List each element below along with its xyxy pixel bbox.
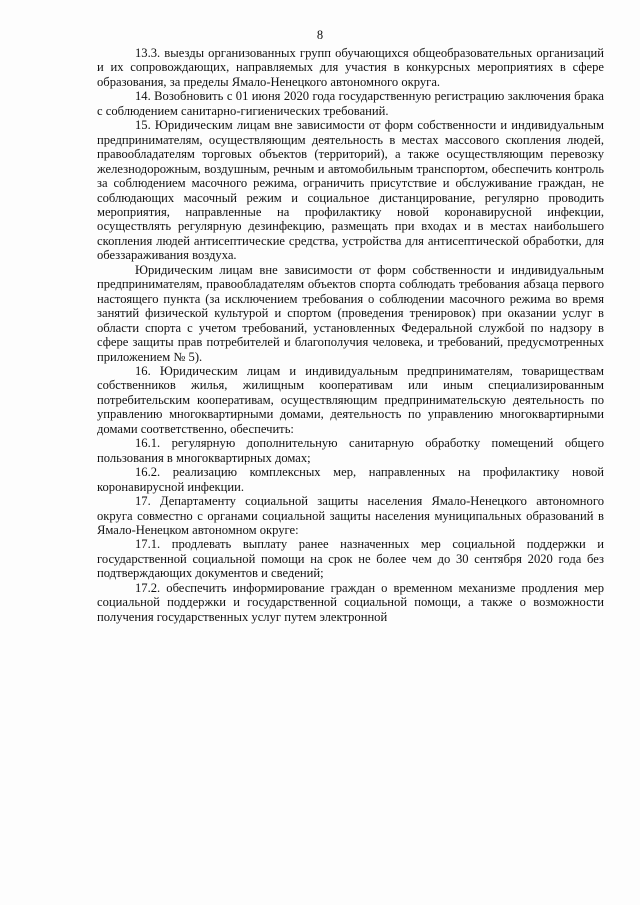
page-number: 8: [316, 28, 324, 42]
paragraph-17-2: 17.2. обеспечить информирование граждан о временном механизме продления мер социальной поддержки и государственной социальной помощи, а также о возможности получения государственных услуг путем электронной: [97, 580, 604, 624]
paragraph-15: 15. Юридическим лицам вне зависимости от форм собственности и индивидуальным предпринимателям, осуществляющим деятельность в местах массового скопления людей, правообладателям торговых объектов (территорий), а также осуществляющим перевозку железнодорожным, воздушным, речным и автомобильным транспортом, обеспечить контроль за соблюдением масочного режима, ограничить присутствие и обслуживание граждан, не соблюдающих масочный режим и социальное дистанцирование, регулярно проводить мероприятия, направленные на профилактику новой коронавирусной инфекции, осуществлять регулярную дезинфекцию, размещать при входах и в местах наибольшего скопления людей антисептические средства, устройства для антисептической обработки, для обеззараживания воздуха.: [97, 118, 604, 263]
paragraph-17-1: 17.1. продлевать выплату ранее назначенных мер социальной поддержки и государственной социальной помощи на срок не более чем до 30 сентября 2020 года без подтверждающих документов и сведений;: [97, 537, 604, 581]
paragraph-16-2: 16.2. реализацию комплексных мер, направленных на профилактику новой коронавирусной инфекции.: [97, 465, 604, 494]
paragraph-17: 17. Департаменту социальной защиты населения Ямало-Ненецкого автономного округа совместно с органами социальной защиты населения муниципальных образований в Ямало-Ненецком автономном округе:: [97, 494, 604, 537]
paragraph-13-3: 13.3. выезды организованных групп обучающихся общеобразовательных организаций и их сопровождающих, направляемых для участия в конкурсных мероприятиях в сфере образования, за пределы Ямало-Ненецкого автономного округа.: [97, 46, 604, 89]
paragraph-16: 16. Юридическим лицам и индивидуальным предпринимателям, товариществам собственников жилья, жилищным кооперативам или иным специализированным потребительским кооперативам, осуществляющим предпринимательскую деятельность по управлению многоквартирными домами, деятельность по управлению многоквартирными домами соответственно, обеспечить:: [97, 363, 604, 436]
paragraph-14: 14. Возобновить с 01 июня 2020 года государственную регистрацию заключения брака с соблюдением санитарно-гигиенических требований.: [97, 89, 604, 118]
document-body: [97, 46, 604, 624]
paragraph-16-1: 16.1. регулярную дополнительную санитарную обработку помещений общего пользования в многоквартирных домах;: [97, 436, 604, 465]
paragraph-15-second: Юридическим лицам вне зависимости от форм собственности и индивидуальным предпринимателям, правообладателям объектов спорта соблюдать требования абзаца первого настоящего пункта (за исключением требования о соблюдении масочного режима во время занятий физической культурой и спортом (проведения тренировок) при оказании услуг в области спорта с учетом требований, установленных Федеральной службой по надзору в сфере защиты прав потребителей и благополучия человека, и требований, предусмотренных приложением № 5).: [97, 262, 604, 364]
